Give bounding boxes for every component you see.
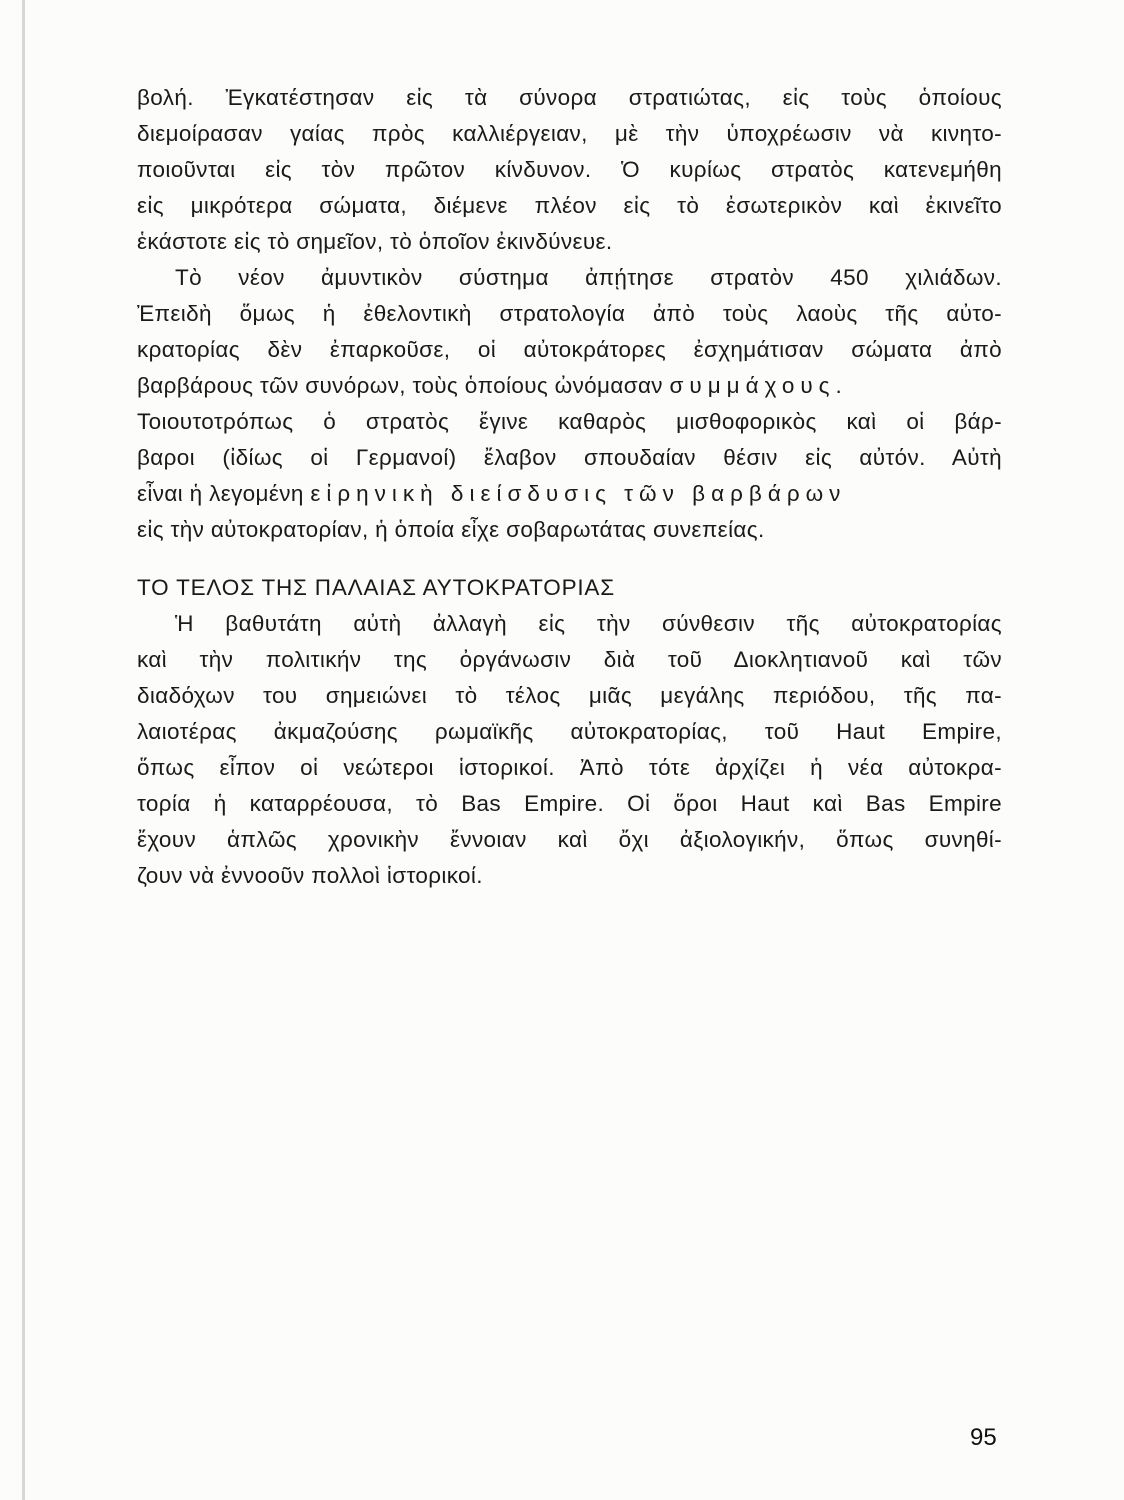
- text-line: βολή. Ἐγκατέστησαν εἰς τὰ σύνορα στρατιώτας, εἰς τοὺς ὁποίους: [137, 85, 1002, 110]
- text-run: εἶναι ἡ λεγομένη: [137, 481, 311, 506]
- paragraph-1: [137, 80, 1002, 260]
- spaced-term-symmachous: συμμάχους.: [669, 373, 848, 398]
- page-text: [137, 80, 1002, 894]
- text-line: ζουν νὰ ἐννοοῦν πολλοὶ ἱστορικοί.: [137, 863, 483, 888]
- text-line: [137, 476, 1002, 512]
- section-heading: ΤΟ ΤΕΛΟΣ ΤΗΣ ΠΑΛΑΙΑΣ ΑΥΤΟΚΡΑΤΟΡΙΑΣ: [137, 575, 615, 600]
- text-line: λαιοτέρας ἀκμαζούσης ρωμαϊκῆς αὐτοκρατορίας, τοῦ Haut Empire,: [137, 719, 1002, 744]
- text-line: διαδόχων του σημειώνει τὸ τέλος μιᾶς μεγάλης περιόδου, τῆς πα-: [137, 683, 1002, 708]
- text-line: ἑκάστοτε εἰς τὸ σημεῖον, τὸ ὁποῖον ἐκινδύνευε.: [137, 229, 613, 254]
- binding-edge: [22, 0, 25, 1500]
- text-line: ὅπως εἶπον οἱ νεώτεροι ἱστορικοί. Ἀπὸ τότε ἀρχίζει ἡ νέα αὐτοκρα-: [137, 755, 1002, 780]
- paragraph-2: [137, 260, 1002, 548]
- text-line: βαροι (ἰδίως οἱ Γερμανοί) ἔλαβον σπουδαίαν θέσιν εἰς αὐτόν. Αὐτὴ: [137, 445, 1002, 470]
- text-line: ποιοῦνται εἰς τὸν πρῶτον κίνδυνον. Ὁ κυρίως στρατὸς κατενεμήθη: [137, 157, 1002, 182]
- text-line: Ἐπειδὴ ὅμως ἡ ἐθελοντικὴ στρατολογία ἀπὸ τοὺς λαοὺς τῆς αὐτο-: [137, 301, 1002, 326]
- text-line: Τὸ νέον ἀμυντικὸν σύστημα ἀπῄτησε στρατὸν 450 χιλιάδων.: [175, 265, 1002, 290]
- text-line: εἰς μικρότερα σώματα, διέμενε πλέον εἰς τὸ ἐσωτερικὸν καὶ ἐκινεῖτο: [137, 193, 1002, 218]
- paragraph-3: [137, 606, 1002, 894]
- text-line: κρατορίας δὲν ἐπαρκοῦσε, οἱ αὐτοκράτορες ἐσχημάτισαν σώματα ἀπὸ: [137, 337, 1002, 362]
- text-line: εἰς τὴν αὐτοκρατορίαν, ἡ ὁποία εἶχε σοβαρωτάτας συνεπείας.: [137, 517, 765, 542]
- spaced-term-peaceful-penetration: εἰρηνικὴ διείσδυσις τῶν βαρβάρων: [310, 481, 847, 506]
- page-number: 95: [970, 1424, 997, 1451]
- text-line: ἔχουν ἁπλῶς χρονικὴν ἔννοιαν καὶ ὄχι ἀξιολογικήν, ὅπως συνηθί-: [137, 827, 1002, 852]
- text-run: βαρβάρους τῶν συνόρων, τοὺς ὁποίους ὠνόμασαν: [137, 373, 670, 398]
- text-line: [137, 368, 1002, 404]
- text-line: Ἡ βαθυτάτη αὐτὴ ἀλλαγὴ εἰς τὴν σύνθεσιν τῆς αὐτοκρατορίας: [175, 611, 1002, 636]
- text-line: καὶ τὴν πολιτικήν της ὀργάνωσιν διὰ τοῦ Διοκλητιανοῦ καὶ τῶν: [137, 647, 1002, 672]
- text-line: Τοιουτοτρόπως ὁ στρατὸς ἔγινε καθαρὸς μισθοφορικὸς καὶ οἱ βάρ-: [137, 409, 1002, 434]
- text-line: διεμοίρασαν γαίας πρὸς καλλιέργειαν, μὲ τὴν ὑποχρέωσιν νὰ κινητο-: [137, 121, 1002, 146]
- text-line: τορία ἡ καταρρέουσα, τὸ Bas Empire. Οἱ ὅροι Haut καὶ Bas Empire: [137, 791, 1002, 816]
